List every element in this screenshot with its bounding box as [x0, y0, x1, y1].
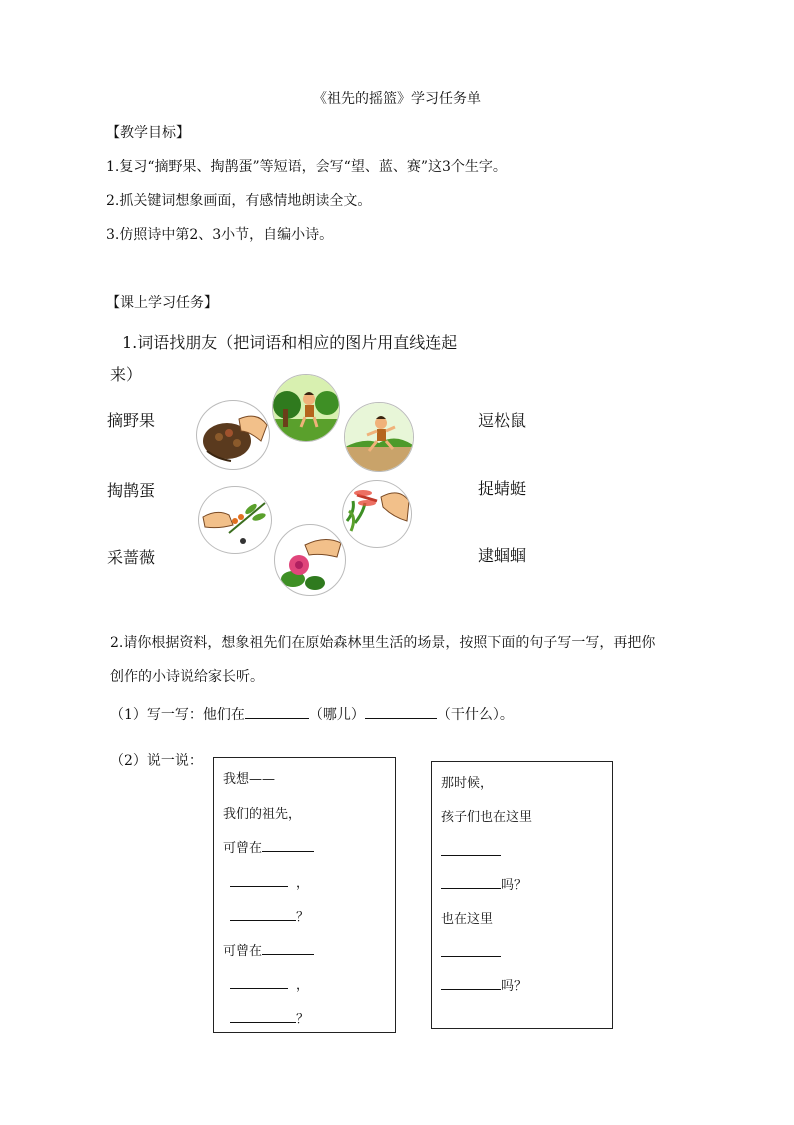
left-word-3: 采蔷薇 [107, 548, 156, 567]
poem-blank[interactable] [230, 1008, 296, 1023]
poem-left-line-2: 我们的祖先， [223, 807, 302, 822]
poem-box-left [213, 757, 396, 1033]
goal-item-2: 2.抓关键词想象画面，有感情地朗读全文。 [106, 193, 372, 209]
doing-what-blank[interactable] [365, 704, 437, 719]
task1-instruction: 1.词语找朋友（把词语和相应的图片用直线连起 [122, 333, 458, 352]
write-label: （1）写一写：他们在 [110, 707, 245, 723]
task2-instruction-cont: 创作的小诗说给家长听。 [110, 669, 264, 685]
poem-left-line-5: ？ [230, 906, 309, 925]
poem-left-line-8: ？ [230, 1008, 309, 1027]
poem-left-line-1: 我想—— [223, 772, 276, 787]
tasks-heading: 【课上学习任务】 [106, 295, 218, 311]
poem-right-line-5: 也在这里 [441, 912, 494, 927]
poem-left-line-6: 可曾在 [223, 940, 314, 959]
right-word-2: 捉蜻蜓 [478, 479, 527, 498]
poem-left-line-7: ， [230, 974, 309, 993]
poem-right-line-1: 那时候， [441, 776, 494, 791]
hand-picking-rose-picture [274, 524, 346, 596]
goal-item-1: 1.复习“摘野果、掏鹊蛋”等短语，会写“望、蓝、赛”这3个生字。 [106, 159, 507, 175]
poem-blank[interactable] [230, 974, 288, 989]
left-word-1: 摘野果 [107, 411, 156, 430]
boy-running-picture [344, 402, 414, 472]
where-blank[interactable] [245, 704, 309, 719]
left-word-2: 掏鹊蛋 [107, 481, 156, 500]
poem-right-line-2: 孩子们也在这里 [441, 810, 533, 825]
poem-blank[interactable] [230, 906, 296, 921]
poem-box-right [431, 761, 613, 1029]
goal-item-3: 3.仿照诗中第2、3小节，自编小诗。 [106, 227, 334, 243]
boy-in-trees-picture [272, 374, 340, 442]
right-word-1: 逗松鼠 [478, 411, 527, 430]
task2-instruction: 2.请你根据资料，想象祖先们在原始森林里生活的场景，按照下面的句子写一写，再把你 [110, 635, 656, 651]
hand-catching-dragonfly-picture [342, 480, 412, 548]
right-word-3: 逮蝈蝈 [478, 546, 527, 565]
poem-blank[interactable] [230, 872, 288, 887]
write-mid: （哪儿） [308, 707, 365, 723]
poem-blank[interactable] [441, 942, 501, 957]
poem-left-line-3: 可曾在 [223, 837, 314, 856]
goals-heading: 【教学目标】 [106, 125, 190, 141]
say-label: （2）说一说： [110, 753, 203, 769]
poem-left-line-4: ， [230, 872, 309, 891]
write-end: （干什么）。 [436, 707, 514, 723]
poem-right-line-6 [441, 942, 501, 961]
poem-blank[interactable] [441, 874, 501, 889]
poem-right-line-7: 吗？ [441, 975, 527, 994]
poem-blank[interactable] [441, 841, 501, 856]
poem-right-line-3 [441, 841, 501, 860]
page-title: 《祖先的摇篮》学习任务单 [313, 91, 481, 107]
hands-and-branch-picture [198, 486, 272, 554]
poem-blank[interactable] [441, 975, 501, 990]
write-sentence [110, 704, 514, 724]
poem-blank[interactable] [262, 837, 314, 852]
task1-instruction-cont: 来） [110, 365, 143, 384]
poem-right-line-4: 吗？ [441, 874, 527, 893]
hands-picking-fruit-picture [196, 400, 270, 470]
poem-blank[interactable] [262, 940, 314, 955]
